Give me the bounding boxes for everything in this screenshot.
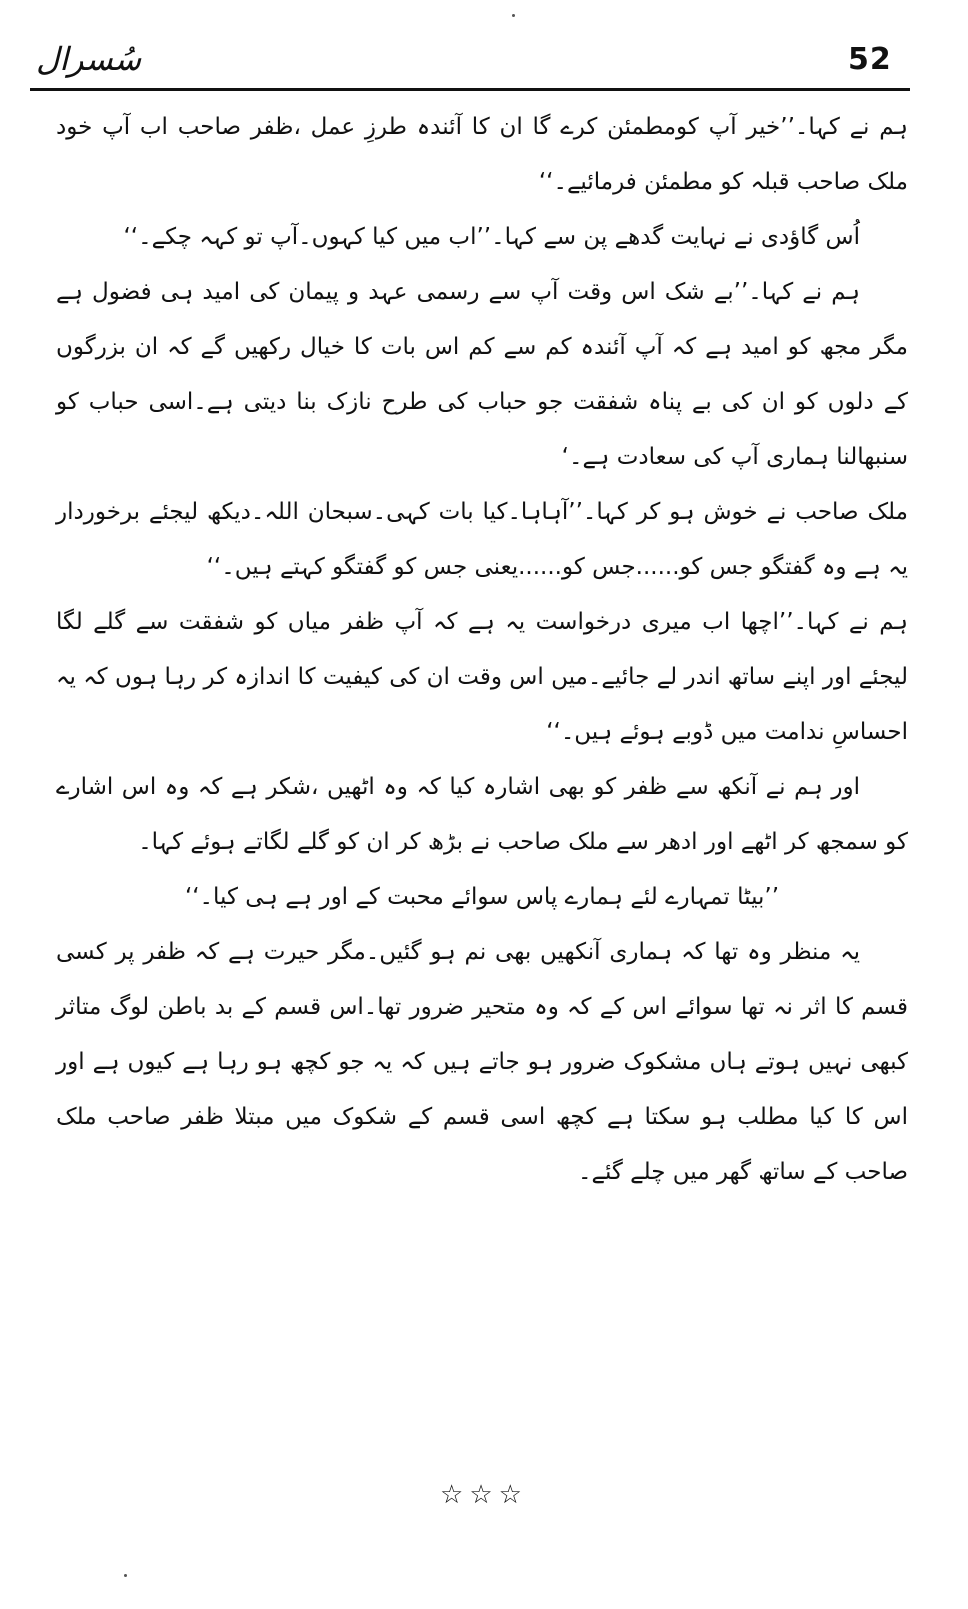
paragraph: اور ہم نے آنکھ سے ظفر کو بھی اشارہ کیا کہ وہ اٹھیں ،شکر ہے کہ وہ اس اشارے کو سمجھ کر اٹھے اور ادھر سے ملک صاحب نے بڑھ کر ان کو گلے لگاتے ہوئے کہا۔: [56, 774, 908, 855]
scan-speck: [512, 14, 515, 17]
quote-line: ’’بیٹا تمہارے لئے ہمارے پاس سوائے محبت کے اور ہے ہی کیا۔‘‘: [184, 884, 780, 910]
body-text: [56, 100, 908, 1200]
page-header: [32, 40, 912, 88]
paragraph: یہ منظر وہ تھا کہ ہماری آنکھیں بھی نم ہو گئیں۔مگر حیرت ہے کہ ظفر پر کسی قسم کا اثر نہ تھا سوائے اس کے کہ وہ متحیر ضرور تھا۔اس قسم کے بد باطن لوگ متاثر کبھی نہیں ہوتے ہاں مشکوک ضرور ہو جاتے ہیں کہ یہ جو کچھ ہو رہا ہے کیوں ہے اور اس کا کیا مطلب ہو سکتا ہے کچھ اسی قسم کے شکوک میں مبتلا ظفر صاحب ملک صاحب کے ساتھ گھر میں چلے گئے۔: [56, 939, 908, 1185]
paragraph: ہم نے کہا۔’’بے شک اس وقت آپ سے رسمی عہد و پیمان کی امید ہی فضول ہے مگر مجھ کو امید ہے کہ آپ آئندہ کم سے کم اس بات کا خیال رکھیں گے کہ ان بزرگوں کے دلوں کو ان کی بے پناہ شفقت جو حباب کی طرح نازک بنا دیتی ہے۔اسی حباب کو سنبھالنا ہماری آپ کی سعادت ہے۔‘: [56, 279, 908, 470]
section-ornament: ☆☆☆: [440, 1480, 528, 1510]
header-rule: [30, 88, 910, 91]
page-number: 52: [848, 42, 892, 77]
paragraph: ملک صاحب نے خوش ہو کر کہا۔’’آہاہا۔کیا بات کہی۔سبحان اللہ۔دیکھ لیجئے برخوردار یہ ہے وہ گفتگو جس کو......جس کو......یعنی جس کو گفتگو کہتے ہیں۔‘‘: [56, 499, 908, 580]
running-title: سُسرال: [36, 40, 142, 78]
scan-speck: [124, 1574, 127, 1577]
paragraph: ہم نے کہا۔’’اچھا اب میری درخواست یہ ہے کہ آپ ظفر میاں کو شفقت سے گلے لگا لیجئے اور اپنے ساتھ اندر لے جائیے۔میں اس وقت ان کی کیفیت کا اندازہ کر رہا ہوں کہ یہ احساسِ ندامت میں ڈوبے ہوئے ہیں۔‘‘: [56, 609, 908, 745]
paragraph: اُس گاؤدی نے نہایت گدھے پن سے کہا۔’’اب میں کیا کہوں۔آپ تو کہہ چکے۔‘‘: [123, 224, 860, 250]
paragraph: ہم نے کہا۔’’خیر آپ کومطمئن کرے گا ان کا آئندہ طرزِ عمل ،ظفر صاحب اب آپ خود ملک صاحب قبلہ کو مطمئن فرمائیے۔‘‘: [56, 114, 908, 195]
